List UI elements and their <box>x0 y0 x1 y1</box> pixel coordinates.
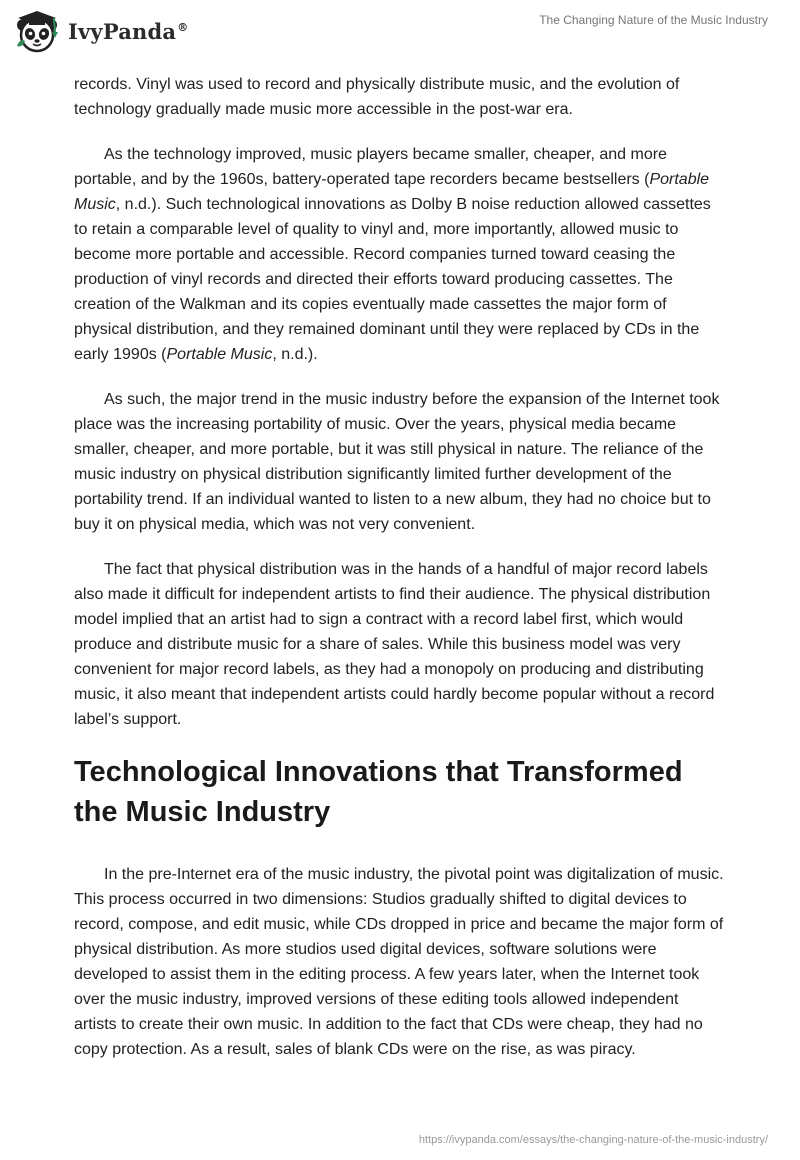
citation-title: Portable Music <box>74 171 710 213</box>
ivypanda-logo[interactable] <box>14 8 188 54</box>
paragraph: As such, the major trend in the music industry before the expansion of the Internet took place was the increasing portability of music. Over the years, physical media became smaller, cheaper, and more portable, but it was still physical in nature. The reliance of the music industry on physical distribution significantly limited further development of the portability trend. If an individual wanted to listen to a new album, they had no choice but to buy it on physical media, which was not very convenient. <box>74 391 720 533</box>
source-url[interactable]: https://ivypanda.com/essays/the-changing-nature-of-the-music-industry/ <box>418 1134 768 1146</box>
paragraph: As the technology improved, music players became smaller, cheaper, and more portable, and by the 1960s, battery-operated tape recorders became bestsellers (Portable Music, n.d.). Such technological innovations as Dolby B noise reduction allowed cassettes to retain a comparable level of quality to vinyl and, more importantly, allowed music to become more portable and accessible. Record companies turned toward ceasing the production of vinyl records and directed their efforts toward producing cassettes. The creation of the Walkman and its copies eventually made cassettes the major form of physical distribution, and they remained dominant until they were replaced by CDs in the early 1990s (Portable Music, n.d.). <box>74 146 711 363</box>
essay-body <box>74 72 724 1082</box>
document-title: The Changing Nature of the Music Industry <box>539 13 768 27</box>
paragraph: In the pre-Internet era of the music industry, the pivotal point was digitalization of music. This process occurred in two dimensions: Studios gradually shifted to digital devices to record, compose, and edit music, while CDs dropped in price and became the major form of physical distribution. As more studios used digital devices, software solutions were developed to assist them in the editing process. A few years later, when the Internet took over the music industry, improved versions of these editing tools allowed independent artists to create their own music. In addition to the fact that CDs were cheap, they had no copy protection. As a result, sales of blank CDs were on the rise, as was piracy. <box>74 866 724 1058</box>
paragraph: The fact that physical distribution was in the hands of a handful of major record labels also made it difficult for independent artists to find their audience. The physical distribution model implied that an artist had to sign a contract with a record label first, which would produce and distribute music for a share of sales. While this business model was very convenient for major record labels, as they had a monopoly on producing and distributing music, it also meant that independent artists could hardly become popular without a record label’s support. <box>74 561 715 728</box>
panda-graduate-icon <box>14 8 62 54</box>
section-heading: Technological Innovations that Transformed the Music Industry <box>74 756 683 828</box>
registered-mark: ® <box>177 20 189 34</box>
brand-name: IvyPanda® <box>68 18 189 44</box>
citation-title: Portable Music <box>166 346 273 363</box>
page-header <box>0 0 800 70</box>
paragraph: records. Vinyl was used to record and physically distribute music, and the evolution of technology gradually made music more accessible in the post-war era. <box>74 76 680 118</box>
